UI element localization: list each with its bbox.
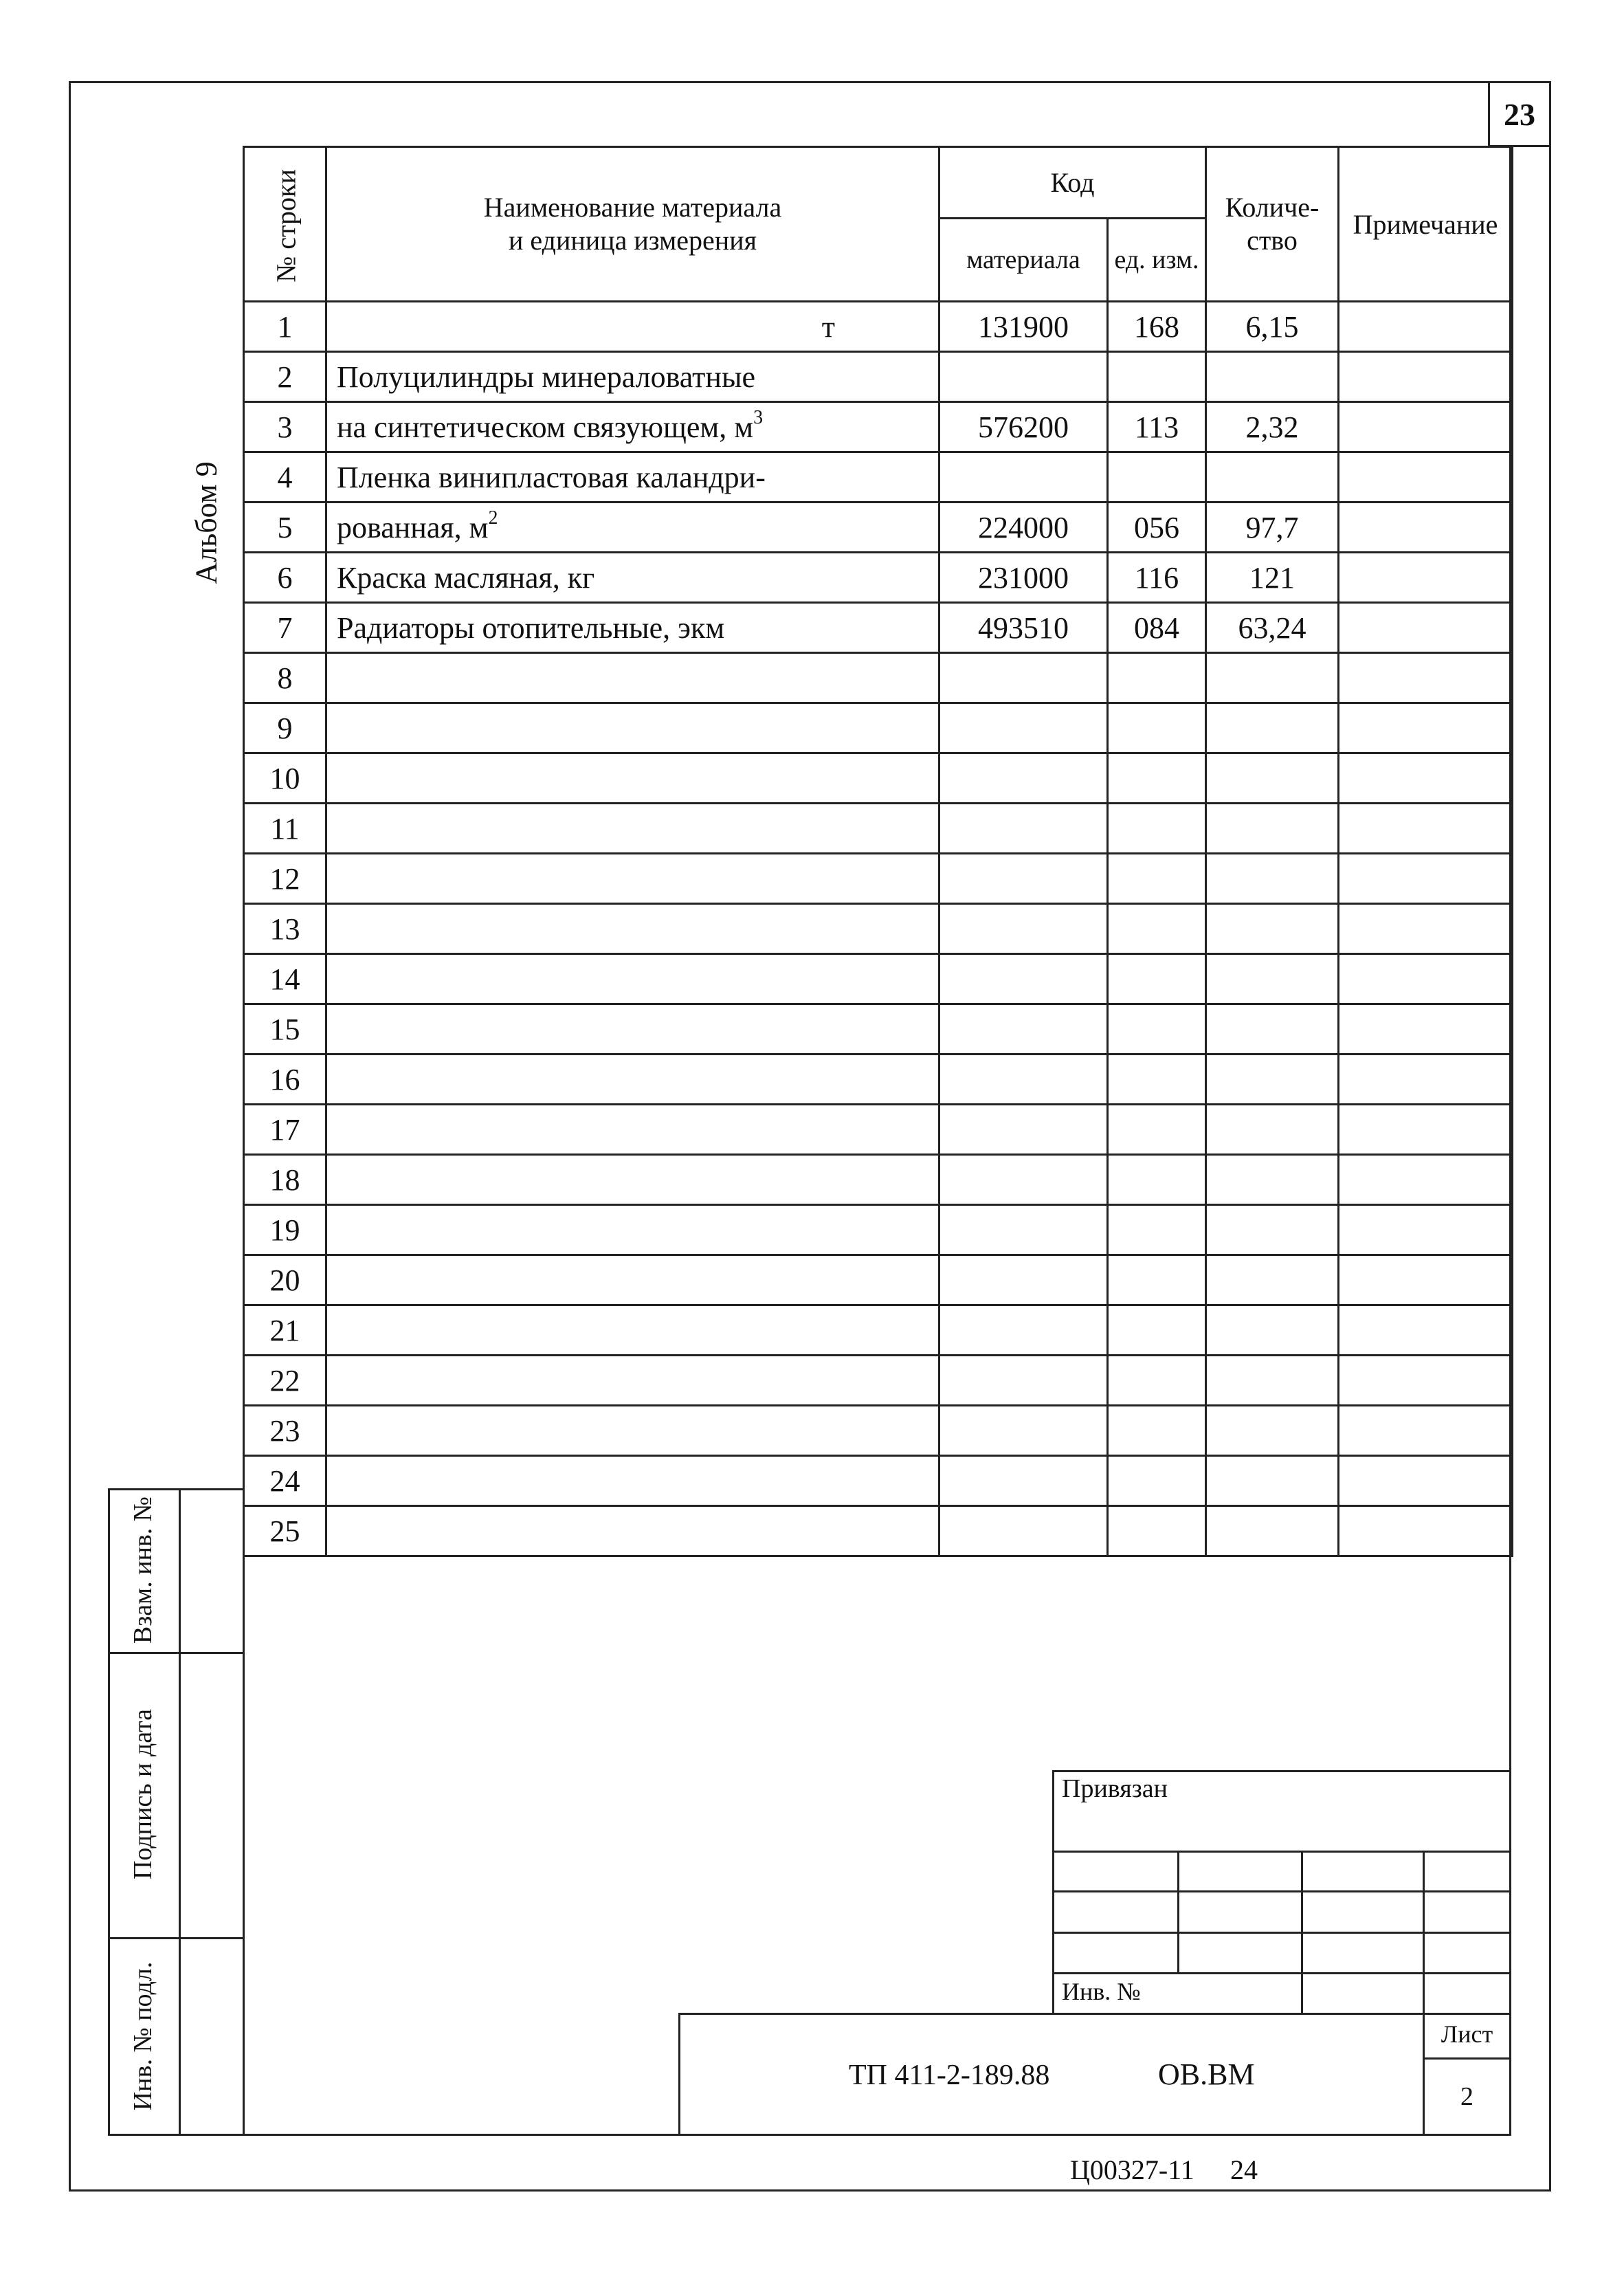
row-note <box>1339 1356 1513 1406</box>
row-number: 2 <box>244 352 326 402</box>
header-name: Наименование материала и единица измерения <box>326 147 939 302</box>
row-quantity: 63,24 <box>1206 603 1339 653</box>
row-material-code <box>939 703 1108 753</box>
row-number: 19 <box>244 1205 326 1255</box>
table-row <box>244 653 1513 703</box>
row-material-code: 224000 <box>939 503 1108 553</box>
row-number: 16 <box>244 1055 326 1105</box>
footer-page: 24 <box>1230 2154 1258 2185</box>
row-unit-code <box>1108 1356 1206 1406</box>
row-number: 12 <box>244 854 326 904</box>
binding-line-1 <box>1052 1851 1511 1853</box>
row-unit-code <box>1108 653 1206 703</box>
row-number: 1 <box>244 302 326 352</box>
sheet-label-line <box>1423 2057 1511 2060</box>
row-quantity <box>1206 452 1339 503</box>
row-name <box>326 1055 939 1105</box>
row-number: 4 <box>244 452 326 503</box>
unit-exponent: 2 <box>488 507 498 529</box>
unit-exponent: 3 <box>753 406 764 428</box>
row-quantity <box>1206 653 1339 703</box>
table-row <box>244 452 1513 503</box>
row-name: Радиаторы отопительные, экм <box>326 603 939 653</box>
row-material-code <box>939 452 1108 503</box>
row-material-code: 493510 <box>939 603 1108 653</box>
row-material-code <box>939 904 1108 954</box>
row-number: 18 <box>244 1155 326 1205</box>
row-note <box>1339 352 1513 402</box>
row-note <box>1339 1105 1513 1155</box>
row-unit-code: 168 <box>1108 302 1206 352</box>
row-quantity <box>1206 1406 1339 1456</box>
row-quantity: 2,32 <box>1206 402 1339 452</box>
row-note <box>1339 603 1513 653</box>
row-quantity <box>1206 1105 1339 1155</box>
binding-line-2 <box>1052 1890 1511 1892</box>
row-unit-code: 113 <box>1108 402 1206 452</box>
row-quantity: 6,15 <box>1206 302 1339 352</box>
table-row <box>244 904 1513 954</box>
row-quantity <box>1206 1004 1339 1055</box>
row-quantity <box>1206 1305 1339 1356</box>
table-row <box>244 804 1513 854</box>
header-note: Примечание <box>1339 147 1513 302</box>
row-material-code <box>939 1255 1108 1305</box>
side-exchange-inv: Взам. инв. № <box>129 1496 157 1644</box>
row-material-code <box>939 1155 1108 1205</box>
row-unit-code <box>1108 1456 1206 1506</box>
row-number: 23 <box>244 1406 326 1456</box>
row-quantity <box>1206 753 1339 804</box>
table-row <box>244 402 1513 452</box>
row-note <box>1339 553 1513 603</box>
row-note <box>1339 954 1513 1004</box>
row-unit-code <box>1108 804 1206 854</box>
row-unit-code <box>1108 352 1206 402</box>
row-note <box>1339 804 1513 854</box>
row-name <box>326 1406 939 1456</box>
row-unit-code <box>1108 1305 1206 1356</box>
side-stamp-divider <box>179 1488 181 2136</box>
row-quantity <box>1206 1205 1339 1255</box>
binding-col-3 <box>1423 1851 1425 2015</box>
row-unit-code <box>1108 753 1206 804</box>
row-name <box>326 1456 939 1506</box>
doc-mark: ОВ.ВМ <box>1158 2057 1255 2091</box>
row-number: 21 <box>244 1305 326 1356</box>
row-number: 9 <box>244 703 326 753</box>
row-note <box>1339 1255 1513 1305</box>
row-number: 11 <box>244 804 326 854</box>
row-name <box>326 1155 939 1205</box>
table-row <box>244 1004 1513 1055</box>
side-signature-date: Подпись и дата <box>129 1708 157 1880</box>
row-note <box>1339 1055 1513 1105</box>
row-number: 14 <box>244 954 326 1004</box>
title-block <box>678 2013 1511 2136</box>
table-row <box>244 1255 1513 1305</box>
row-name <box>326 503 939 553</box>
row-number: 6 <box>244 553 326 603</box>
table-row <box>244 1155 1513 1205</box>
row-note <box>1339 1305 1513 1356</box>
row-material-code <box>939 1456 1108 1506</box>
table-row <box>244 553 1513 603</box>
row-name <box>326 1356 939 1406</box>
row-quantity <box>1206 352 1339 402</box>
row-name <box>326 402 939 452</box>
row-note <box>1339 703 1513 753</box>
row-unit-code <box>1108 703 1206 753</box>
row-note <box>1339 503 1513 553</box>
table-row <box>244 1105 1513 1155</box>
binding-col-2 <box>1301 1851 1303 2015</box>
table-row <box>244 1305 1513 1356</box>
row-note <box>1339 1456 1513 1506</box>
row-material-code <box>939 753 1108 804</box>
row-unit-code: 084 <box>1108 603 1206 653</box>
table-row <box>244 352 1513 402</box>
row-note <box>1339 1004 1513 1055</box>
row-name-text: рованная, м <box>337 510 489 544</box>
doc-code: ТП 411-2-189.88 <box>849 2060 1050 2091</box>
row-material-code <box>939 804 1108 854</box>
table-row <box>244 703 1513 753</box>
row-name <box>326 1305 939 1356</box>
table-row <box>244 1456 1513 1506</box>
row-note <box>1339 452 1513 503</box>
row-number: 10 <box>244 753 326 804</box>
table-row <box>244 1055 1513 1105</box>
row-number: 20 <box>244 1255 326 1305</box>
row-quantity: 121 <box>1206 553 1339 603</box>
sheet-number: 2 <box>1460 2082 1473 2111</box>
side-inv-original: Инв. № подл. <box>129 1961 157 2111</box>
binding-col-1 <box>1177 1851 1179 1973</box>
row-name-text: на синтетическом связующем, м <box>337 410 754 444</box>
row-material-code <box>939 954 1108 1004</box>
row-note <box>1339 302 1513 352</box>
row-material-code <box>939 1506 1108 1556</box>
table-row <box>244 1356 1513 1406</box>
row-material-code <box>939 1406 1108 1456</box>
row-unit-code <box>1108 1205 1206 1255</box>
row-material-code: 231000 <box>939 553 1108 603</box>
row-name <box>326 904 939 954</box>
row-name <box>326 1255 939 1305</box>
row-number: 5 <box>244 503 326 553</box>
row-unit-code <box>1108 954 1206 1004</box>
row-note <box>1339 904 1513 954</box>
row-name <box>326 954 939 1004</box>
row-material-code <box>939 1004 1108 1055</box>
row-material-code: 576200 <box>939 402 1108 452</box>
row-note <box>1339 402 1513 452</box>
row-quantity: 97,7 <box>1206 503 1339 553</box>
row-note <box>1339 653 1513 703</box>
table-row <box>244 753 1513 804</box>
row-number: 13 <box>244 904 326 954</box>
row-number: 22 <box>244 1356 326 1406</box>
row-number: 25 <box>244 1506 326 1556</box>
row-name <box>326 1004 939 1055</box>
row-name <box>326 1506 939 1556</box>
table-row <box>244 302 1513 352</box>
row-number: 3 <box>244 402 326 452</box>
row-number: 15 <box>244 1004 326 1055</box>
row-note <box>1339 1506 1513 1556</box>
row-quantity <box>1206 854 1339 904</box>
table-row <box>244 954 1513 1004</box>
table-row <box>244 854 1513 904</box>
row-quantity <box>1206 1456 1339 1506</box>
row-name: Краска масляная, кг <box>326 553 939 603</box>
row-unit-code <box>1108 1406 1206 1456</box>
row-material-code <box>939 1055 1108 1105</box>
row-note <box>1339 753 1513 804</box>
row-quantity <box>1206 1055 1339 1105</box>
row-quantity <box>1206 1255 1339 1305</box>
binding-line-4 <box>1052 1972 1511 1974</box>
row-note <box>1339 1155 1513 1205</box>
row-name <box>326 804 939 854</box>
row-note <box>1339 854 1513 904</box>
row-name <box>326 703 939 753</box>
table-row <box>244 1506 1513 1556</box>
table-row <box>244 1205 1513 1255</box>
row-unit-code <box>1108 1004 1206 1055</box>
row-name: т <box>326 302 939 352</box>
row-quantity <box>1206 1506 1339 1556</box>
sheet-label: Лист <box>1441 2020 1493 2048</box>
row-unit-code <box>1108 854 1206 904</box>
row-material-code <box>939 854 1108 904</box>
row-unit-code: 116 <box>1108 553 1206 603</box>
row-quantity <box>1206 703 1339 753</box>
table-row <box>244 1406 1513 1456</box>
row-quantity <box>1206 904 1339 954</box>
row-unit-code: 056 <box>1108 503 1206 553</box>
row-material-code <box>939 1105 1108 1155</box>
row-unit-code <box>1108 1155 1206 1205</box>
row-name <box>326 1105 939 1155</box>
row-material-code <box>939 352 1108 402</box>
row-quantity <box>1206 804 1339 854</box>
table-row <box>244 603 1513 653</box>
row-material-code <box>939 1305 1108 1356</box>
binding-line-3 <box>1052 1932 1511 1934</box>
footer-order-code: Ц00327-11 <box>1070 2154 1194 2185</box>
row-material-code <box>939 1205 1108 1255</box>
row-number: 17 <box>244 1105 326 1155</box>
table-row <box>244 503 1513 553</box>
row-unit-code <box>1108 1055 1206 1105</box>
album-label: Альбом 9 <box>189 461 223 584</box>
row-note <box>1339 1406 1513 1456</box>
header-code: Код <box>939 147 1206 219</box>
row-name <box>326 653 939 703</box>
header-unit: ед. изм. <box>1108 219 1206 302</box>
row-quantity <box>1206 1356 1339 1406</box>
row-number: 8 <box>244 653 326 703</box>
header-row-no: № строки <box>244 147 326 302</box>
row-name <box>326 1205 939 1255</box>
page-number: 23 <box>1504 97 1535 132</box>
row-unit-code <box>1108 1255 1206 1305</box>
row-quantity <box>1206 954 1339 1004</box>
row-name <box>326 854 939 904</box>
row-note <box>1339 1205 1513 1255</box>
inv-no-label: Инв. № <box>1062 1978 1141 2005</box>
row-unit-code <box>1108 1105 1206 1155</box>
binding-label: Привязан <box>1062 1774 1168 1803</box>
header-material: материала <box>939 219 1108 302</box>
row-number: 24 <box>244 1456 326 1506</box>
materials-table <box>243 146 1513 1557</box>
row-unit-code <box>1108 452 1206 503</box>
row-name: Пленка винипластовая каландри- <box>326 452 939 503</box>
row-material-code: 131900 <box>939 302 1108 352</box>
row-material-code <box>939 653 1108 703</box>
header-quantity: Количе- ство <box>1206 147 1339 302</box>
row-name <box>326 753 939 804</box>
row-name: Полуцилиндры минераловатные <box>326 352 939 402</box>
row-number: 7 <box>244 603 326 653</box>
row-material-code <box>939 1356 1108 1406</box>
row-unit-code <box>1108 1506 1206 1556</box>
row-quantity <box>1206 1155 1339 1205</box>
row-unit-code <box>1108 904 1206 954</box>
